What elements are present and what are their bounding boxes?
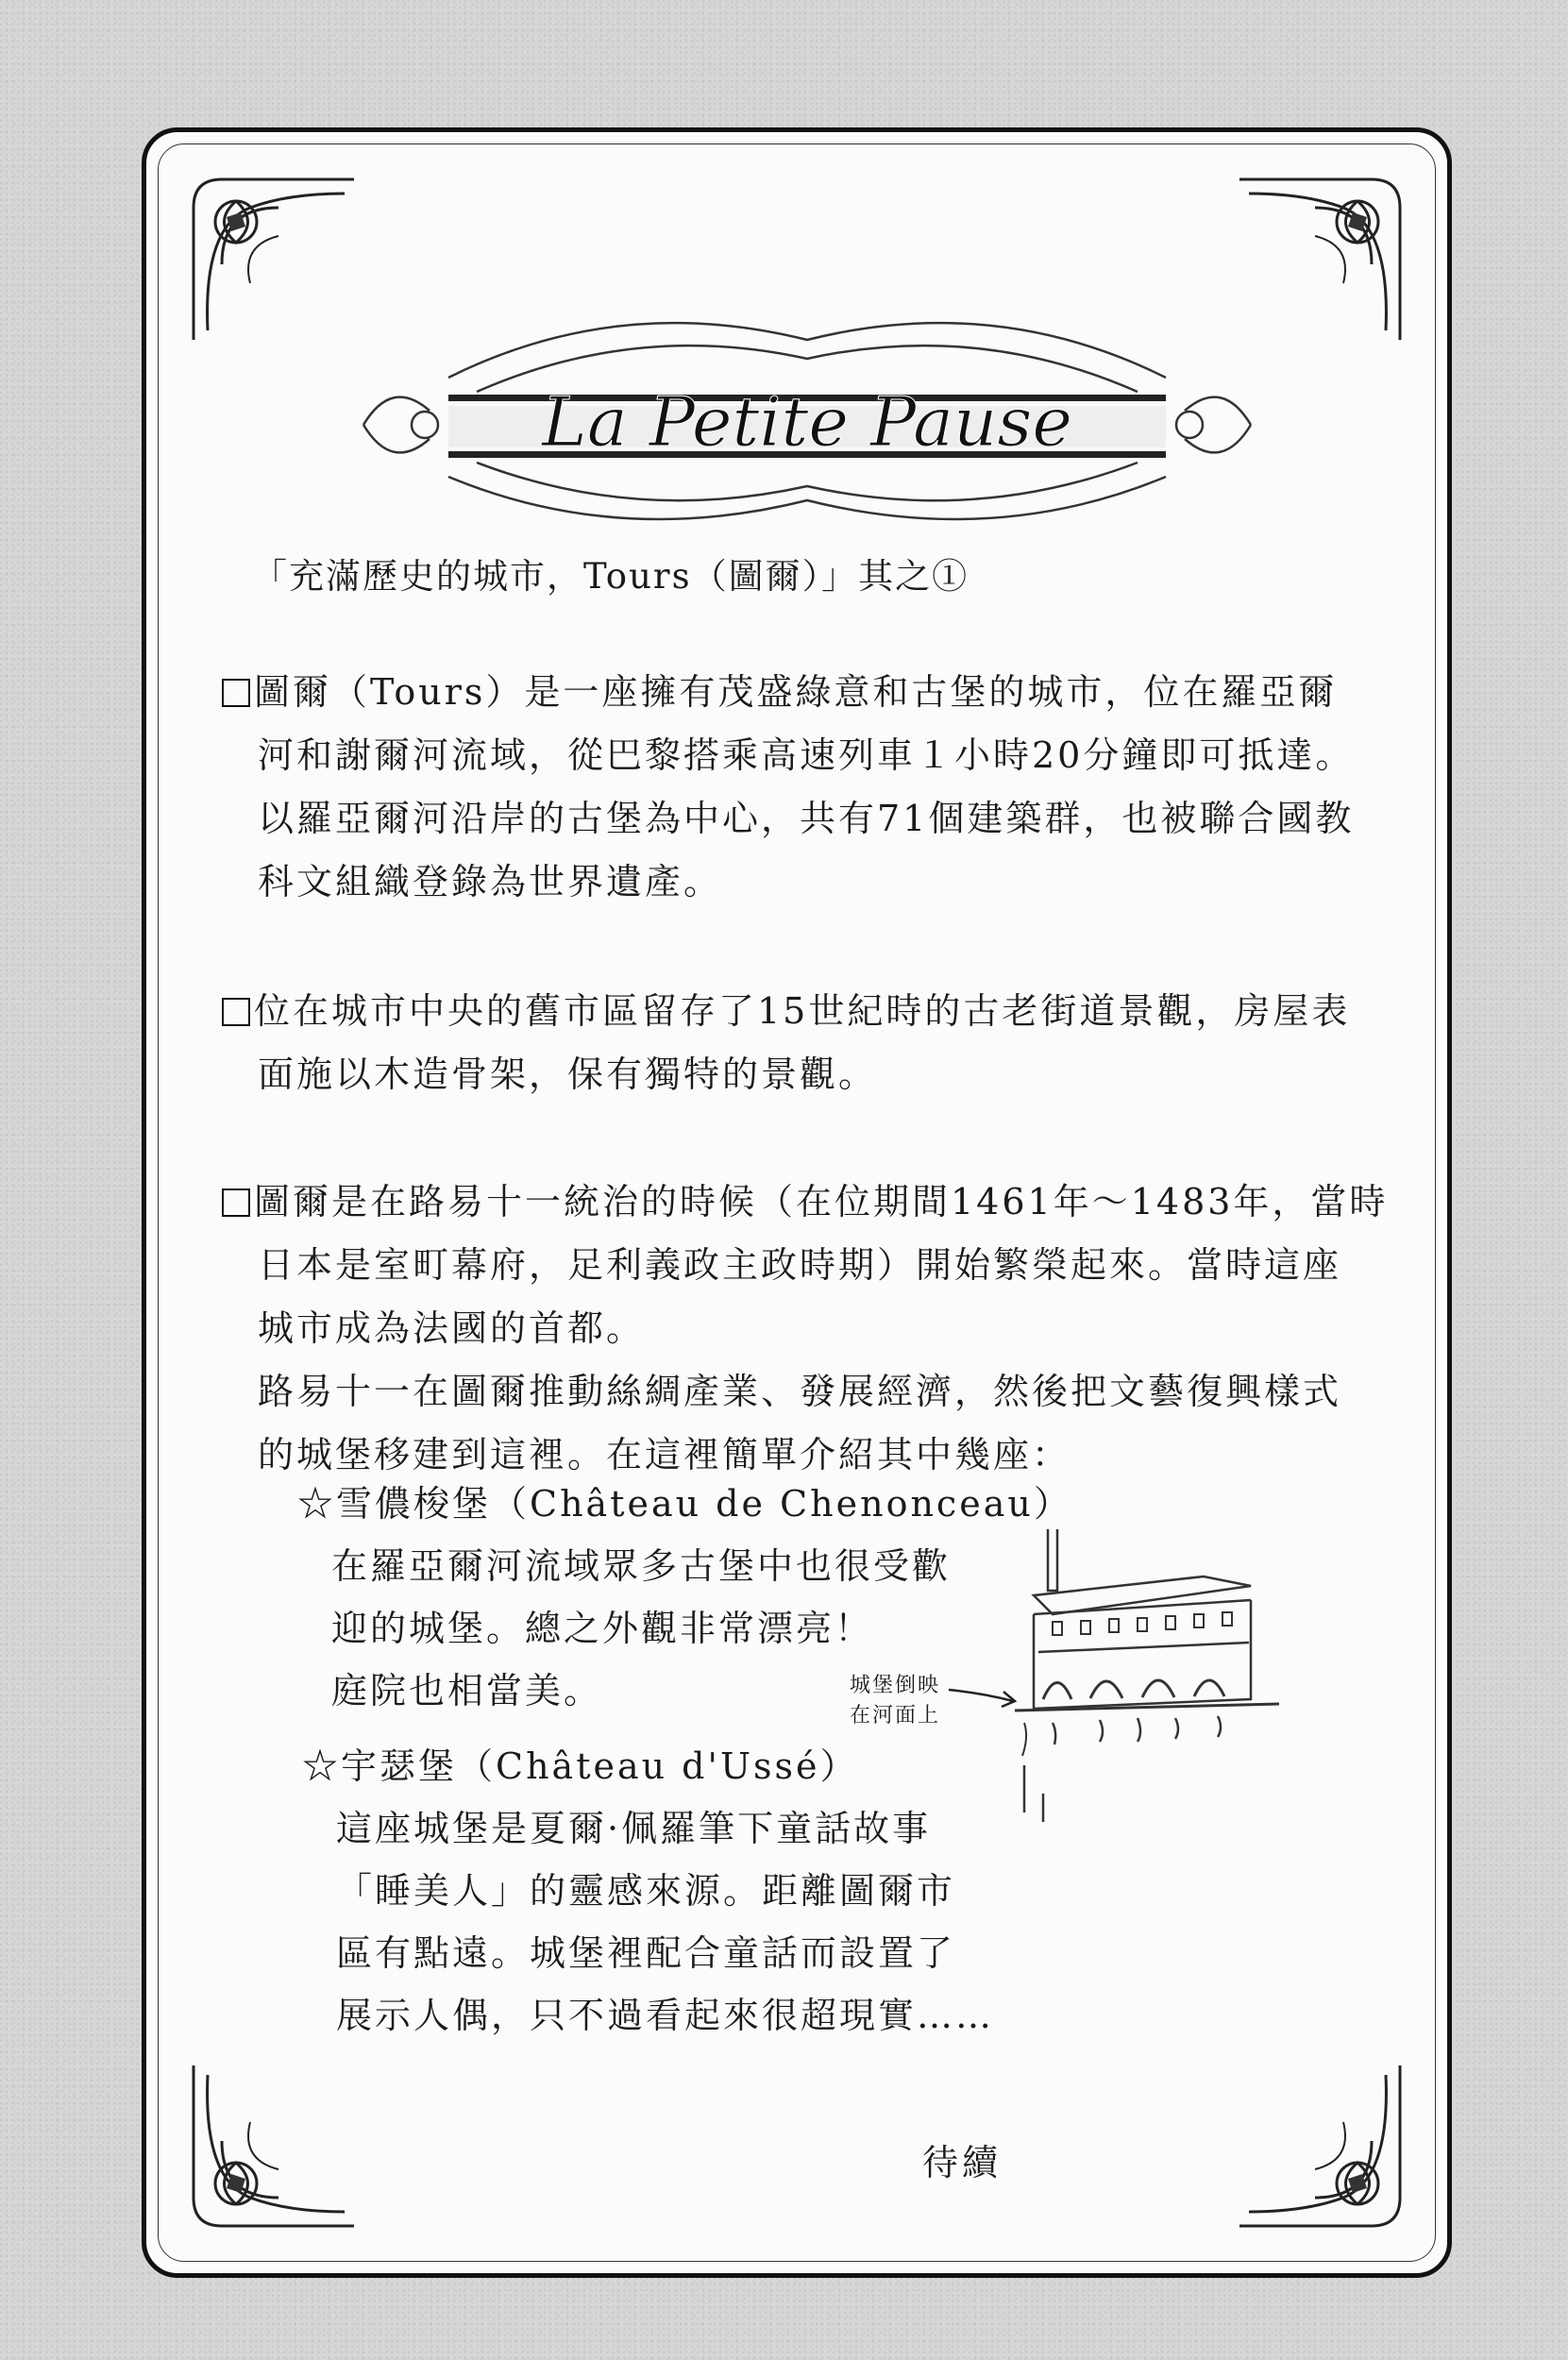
paragraph-line: 面施以木造骨架，保有獨特的景觀。	[258, 1054, 878, 1095]
paragraph-line: 科文組織登錄為世界遺產。	[258, 861, 723, 902]
arrow-icon	[947, 1680, 1022, 1718]
checkbox-bullet-icon	[222, 679, 250, 707]
paragraph-2	[222, 980, 1374, 1106]
paragraph-1	[222, 661, 1374, 914]
castle-line: 庭院也相當美。	[331, 1670, 603, 1711]
paragraph-3	[222, 1171, 1389, 1487]
checkbox-bullet-icon	[222, 1188, 250, 1217]
page-frame	[142, 127, 1452, 2278]
castle-sketch	[1015, 1510, 1279, 1935]
logo-text: La Petite Pause	[542, 382, 1072, 462]
castle-line: 在羅亞爾河流域眾多古堡中也很受歡	[331, 1545, 952, 1587]
castle-title: ☆宇瑟堡（Château d'Ussé）	[302, 1745, 859, 1787]
paragraph-line: 以羅亞爾河沿岸的古堡為中心，共有71個建築群，也被聯合國教	[258, 798, 1355, 839]
la-petite-pause-logo	[335, 236, 1279, 557]
castle-line: 展示人偶，只不過看起來很超現實……	[336, 1995, 995, 2036]
paragraph-line: 位在城市中央的舊市區留存了15世紀時的古老街道景觀，房屋表	[222, 980, 1374, 1043]
paragraph-line: 河和謝爾河流域，從巴黎搭乘高速列車１小時20分鐘即可抵達。	[258, 734, 1355, 776]
checkbox-bullet-icon	[222, 998, 250, 1026]
sketch-caption: 城堡倒映 在河面上	[850, 1674, 941, 1728]
paragraph-line: 圖爾（Tours）是一座擁有茂盛綠意和古堡的城市，位在羅亞爾	[222, 661, 1374, 724]
paragraph-line: 日本是室町幕府，足利義政主政時期）開始繁榮起來。當時這座	[258, 1244, 1342, 1286]
paragraph-line: 圖爾是在路易十一統治的時候（在位期間1461年～1483年，當時	[222, 1171, 1374, 1234]
castle-title: ☆雪儂梭堡（Château de Chenonceau）	[297, 1483, 1072, 1525]
page-heading: 「充滿歷史的城市，Tours（圖爾）」其之①	[252, 556, 969, 597]
castle-line: 區有點遠。城堡裡配合童話而設置了	[336, 1932, 956, 1974]
paragraph-line: 城市成為法國的首都。	[258, 1307, 646, 1349]
castle-line: 迎的城堡。總之外觀非常漂亮！	[331, 1608, 874, 1649]
corner-ornament-bottom-right	[1230, 2056, 1409, 2235]
castle-line: 這座城堡是夏爾·佩羅筆下童話故事	[336, 1808, 932, 1849]
paragraph-line: 路易十一在圖爾推動絲綢產業、發展經濟，然後把文藝復興樣式	[258, 1371, 1342, 1412]
to-be-continued: 待續	[922, 2142, 1003, 2183]
corner-ornament-bottom-left	[184, 2056, 363, 2235]
castle-usse	[302, 1735, 994, 2047]
paragraph-line: 的城堡移建到這裡。在這裡簡單介紹其中幾座：	[258, 1434, 1071, 1475]
castle-line: 「睡美人」的靈感來源。距離圖爾市	[336, 1870, 956, 1912]
